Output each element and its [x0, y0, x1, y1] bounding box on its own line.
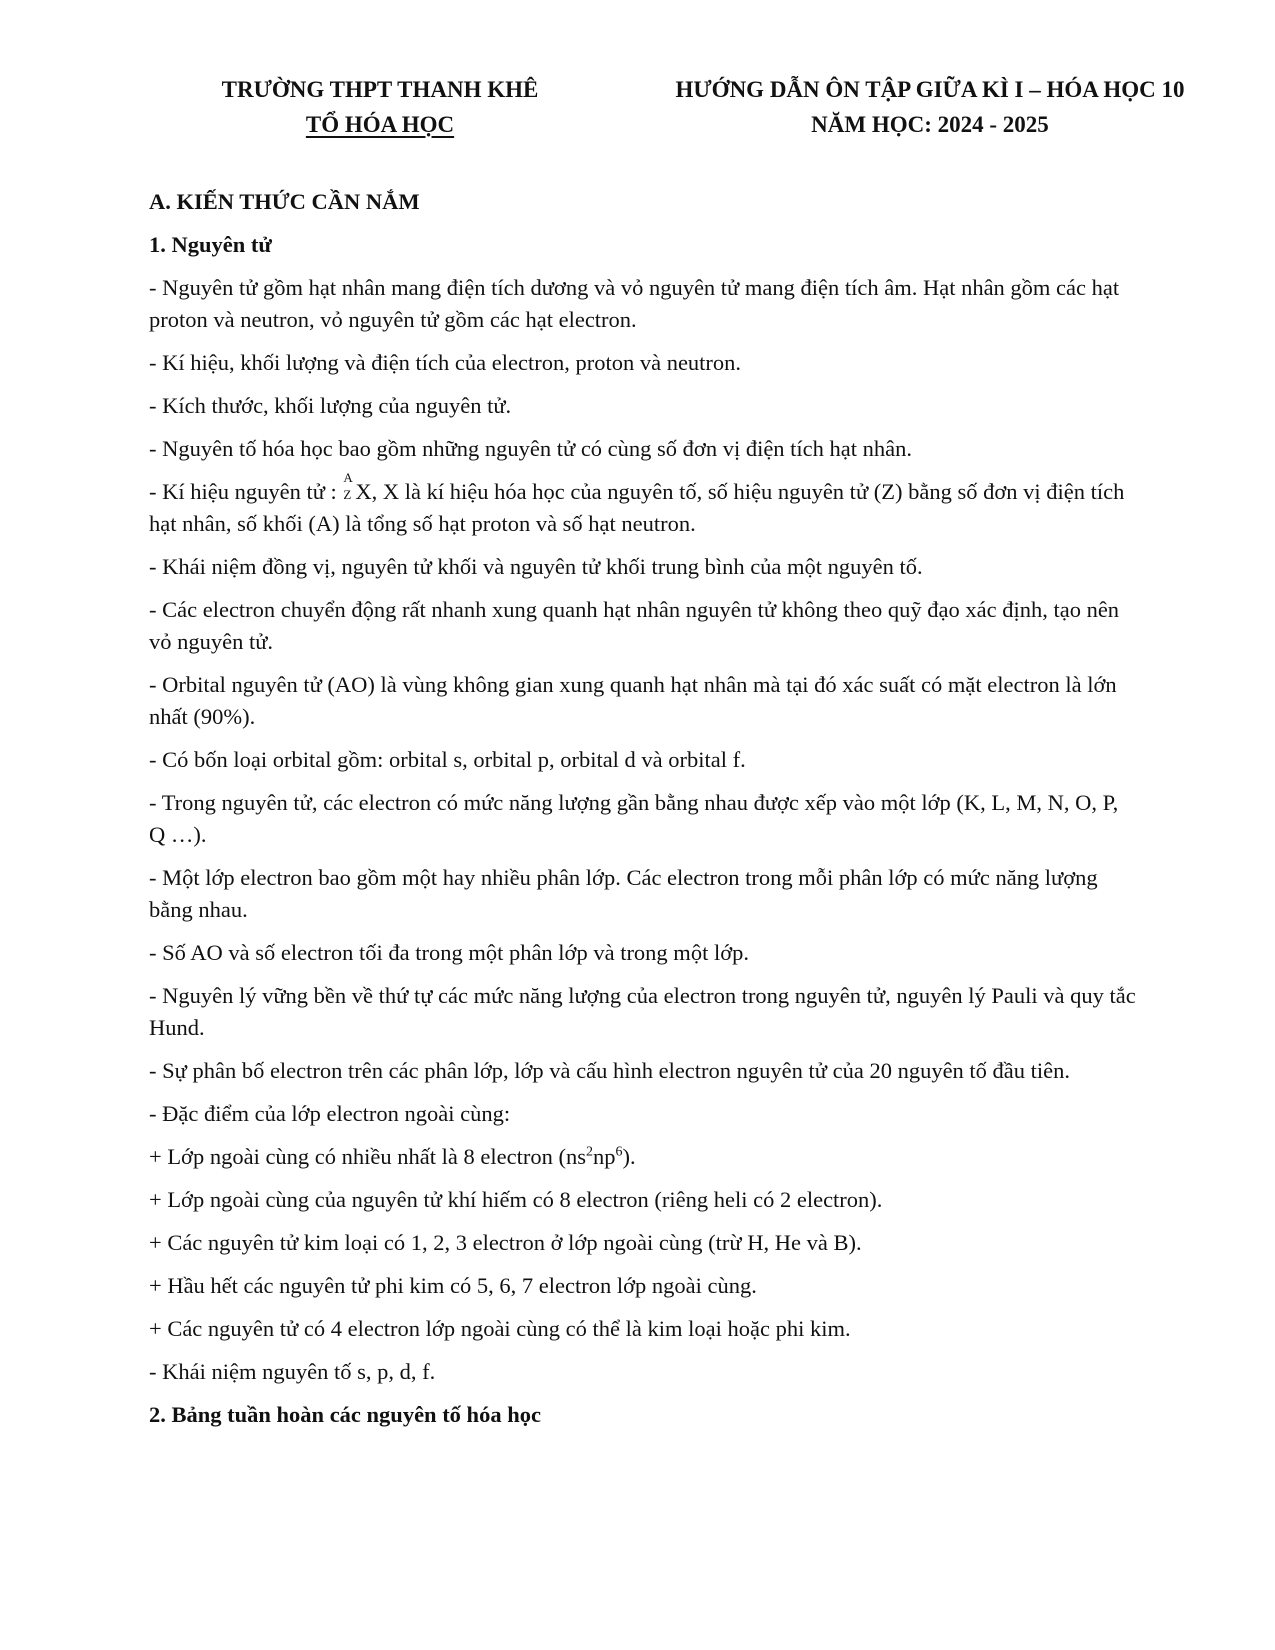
- paragraph: + Lớp ngoài cùng của nguyên tử khí hiếm có 8 electron (riêng heli có 2 electron).: [149, 1187, 883, 1212]
- mass-number-label: A: [343, 470, 353, 485]
- paragraph: - Trong nguyên tử, các electron có mức năng lượng gần bằng nhau được xếp vào một lớp (K, L, M, N, O, P, Q …).: [149, 790, 1119, 847]
- header-left: [190, 72, 570, 142]
- paragraph: + Các nguyên tử kim loại có 1, 2, 3 electron ở lớp ngoài cùng (trừ H, He và B).: [149, 1230, 862, 1255]
- header-right: [640, 72, 1220, 142]
- superscript: 2: [585, 1144, 593, 1160]
- paragraph: - Sự phân bố electron trên các phân lớp, lớp và cấu hình electron nguyên tử của 20 nguyên tố đầu tiên.: [149, 1058, 1071, 1083]
- paragraph: + Các nguyên tử có 4 electron lớp ngoài cùng có thể là kim loại hoặc phi kim.: [149, 1316, 851, 1341]
- atomic-notation: [342, 470, 355, 502]
- paragraph: - Orbital nguyên tử (AO) là vùng không gian xung quanh hạt nhân mà tại đó xác suất có mặt electron là lớn nhất (90%).: [149, 672, 1117, 729]
- paragraph: - Nguyên tử gồm hạt nhân mang điện tích dương và vỏ nguyên tử mang điện tích âm. Hạt nhân gồm các hạt proton và neutron, vỏ nguyên tử gồm các hạt electron.: [149, 275, 1120, 332]
- section-a-heading: A. KIẾN THỨC CẦN NẮM: [149, 189, 420, 214]
- symbol-text-after: , X là kí hiệu hóa học của nguyên tố, số hiệu nguyên tử (Z) bằng số đơn vị điện tích hạt nhân, số khối (A) là tổng số hạt proton và số hạt neutron.: [149, 479, 1125, 536]
- subsection-atom-heading: 1. Nguyên tử: [149, 232, 272, 257]
- document-title: HƯỚNG DẪN ÔN TẬP GIỮA KÌ I – HÓA HỌC 10: [675, 77, 1185, 102]
- school-year: NĂM HỌC: 2024 - 2025: [811, 112, 1049, 137]
- paragraph: - Kí hiệu, khối lượng và điện tích của electron, proton và neutron.: [149, 350, 742, 375]
- paragraph: - Nguyên lý vững bền về thứ tự các mức năng lượng của electron trong nguyên tử, nguyên lý Pauli và quy tắc Hund.: [149, 983, 1136, 1040]
- symbol-text-before: - Kí hiệu nguyên tử :: [149, 479, 343, 504]
- paragraph: - Khái niệm đồng vị, nguyên tử khối và nguyên tử khối trung bình của một nguyên tố.: [149, 554, 923, 579]
- paragraph: - Khái niệm nguyên tố s, p, d, f.: [149, 1359, 436, 1384]
- paragraph: - Số AO và số electron tối đa trong một phân lớp và trong một lớp.: [149, 940, 749, 965]
- subsection-periodic-table-heading: 2. Bảng tuần hoàn các nguyên tố hóa học: [149, 1402, 541, 1427]
- atomic-number-label: Z: [343, 487, 352, 502]
- paragraph: - Một lớp electron bao gồm một hay nhiều phân lớp. Các electron trong mỗi phân lớp có mức năng lượng bằng nhau.: [149, 865, 1098, 922]
- element-symbol: X: [355, 479, 372, 504]
- paragraph: - Có bốn loại orbital gồm: orbital s, orbital p, orbital d và orbital f.: [149, 747, 746, 772]
- config-text-before: + Lớp ngoài cùng có nhiều nhất là 8 electron (ns: [149, 1144, 586, 1169]
- paragraph: - Nguyên tố hóa học bao gồm những nguyên tử có cùng số đơn vị điện tích hạt nhân.: [149, 436, 913, 461]
- paragraph: - Các electron chuyển động rất nhanh xung quanh hạt nhân nguyên tử không theo quỹ đạo xác định, tạo nên vỏ nguyên tử.: [149, 597, 1120, 654]
- superscript: 6: [615, 1144, 623, 1160]
- school-name: TRƯỜNG THPT THANH KHÊ: [221, 77, 539, 102]
- paragraph: - Kích thước, khối lượng của nguyên tử.: [149, 393, 512, 418]
- paragraph: - Đặc điểm của lớp electron ngoài cùng:: [149, 1101, 511, 1126]
- department-name: TỔ HÓA HỌC: [305, 112, 455, 137]
- document-body: [149, 186, 1139, 1442]
- electron-config-paragraph: [149, 1141, 1139, 1173]
- paragraph: + Hầu hết các nguyên tử phi kim có 5, 6, 7 electron lớp ngoài cùng.: [149, 1273, 757, 1298]
- config-text-after: ).: [622, 1144, 636, 1169]
- atomic-symbol-paragraph: [149, 470, 1139, 540]
- config-text-mid: np: [592, 1144, 616, 1169]
